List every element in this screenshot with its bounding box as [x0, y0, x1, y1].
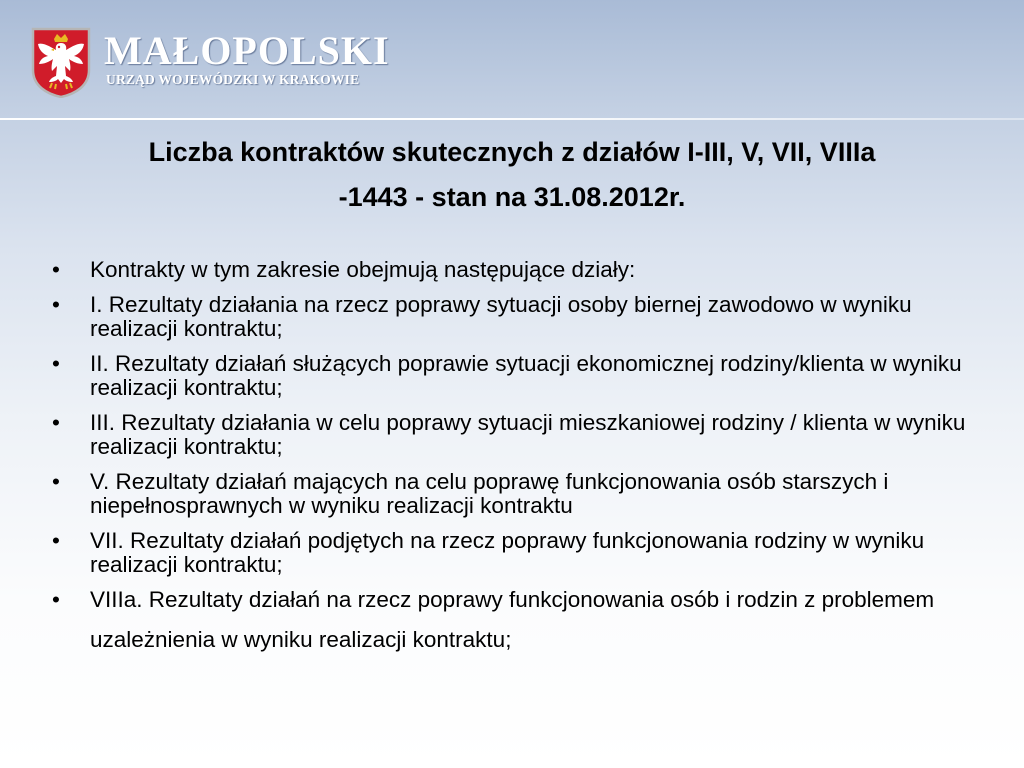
- bullet-icon: •: [52, 351, 60, 376]
- polish-eagle-emblem-icon: [30, 26, 92, 98]
- bullet-icon: •: [52, 469, 60, 494]
- slide-title-line-1: Liczba kontraktów skutecznych z działów I-III, V, VII, VIIIa: [148, 137, 876, 167]
- bullet-list: [52, 258, 982, 671]
- bullet-item: [52, 293, 982, 341]
- bullet-item: [52, 352, 982, 400]
- bullet-text: I. Rezultaty działania na rzecz poprawy sytuacji osoby biernej zawodowo w wyniku realizacji kontraktu;: [90, 292, 912, 341]
- bullet-icon: •: [52, 587, 60, 612]
- bullet-text: VII. Rezultaty działań podjętych na rzecz poprawy funkcjonowania rodziny w wyniku realizacji kontraktu;: [90, 528, 925, 577]
- logo-title: MAŁOPOLSKI: [104, 28, 390, 73]
- bullet-icon: •: [52, 257, 60, 282]
- bullet-item: [52, 470, 982, 518]
- bullet-icon: •: [52, 292, 60, 317]
- header-divider: [0, 118, 1024, 120]
- bullet-item: [52, 258, 982, 282]
- bullet-text: V. Rezultaty działań mających na celu poprawę funkcjonowania osób starszych i niepełnosprawnych w wyniku realizacji kontraktu: [90, 469, 889, 518]
- logo-subtitle: URZĄD WOJEWÓDZKI W KRAKOWIE: [106, 72, 360, 87]
- slide-title: [20, 130, 1004, 220]
- bullet-icon: •: [52, 528, 60, 553]
- bullet-item: [52, 529, 982, 577]
- bullet-text: VIIIa. Rezultaty działań na rzecz poprawy funkcjonowania osób i rodzin z problemem uzależnienia w wyniku realizacji kontraktu;: [90, 587, 935, 652]
- bullet-text: III. Rezultaty działania w celu poprawy sytuacji mieszkaniowej rodziny / klienta w wyniku realizacji kontraktu;: [90, 410, 966, 459]
- bullet-item: [52, 580, 982, 660]
- bullet-text: II. Rezultaty działań służących poprawie sytuacji ekonomicznej rodziny/klienta w wyniku realizacji kontraktu;: [90, 351, 962, 400]
- header: [0, 0, 1024, 120]
- slide-title-line-2: -1443 - stan na 31.08.2012r.: [338, 182, 686, 212]
- bullet-icon: •: [52, 410, 60, 435]
- bullet-text: Kontrakty w tym zakresie obejmują następujące działy:: [90, 257, 636, 282]
- bullet-item: [52, 411, 982, 459]
